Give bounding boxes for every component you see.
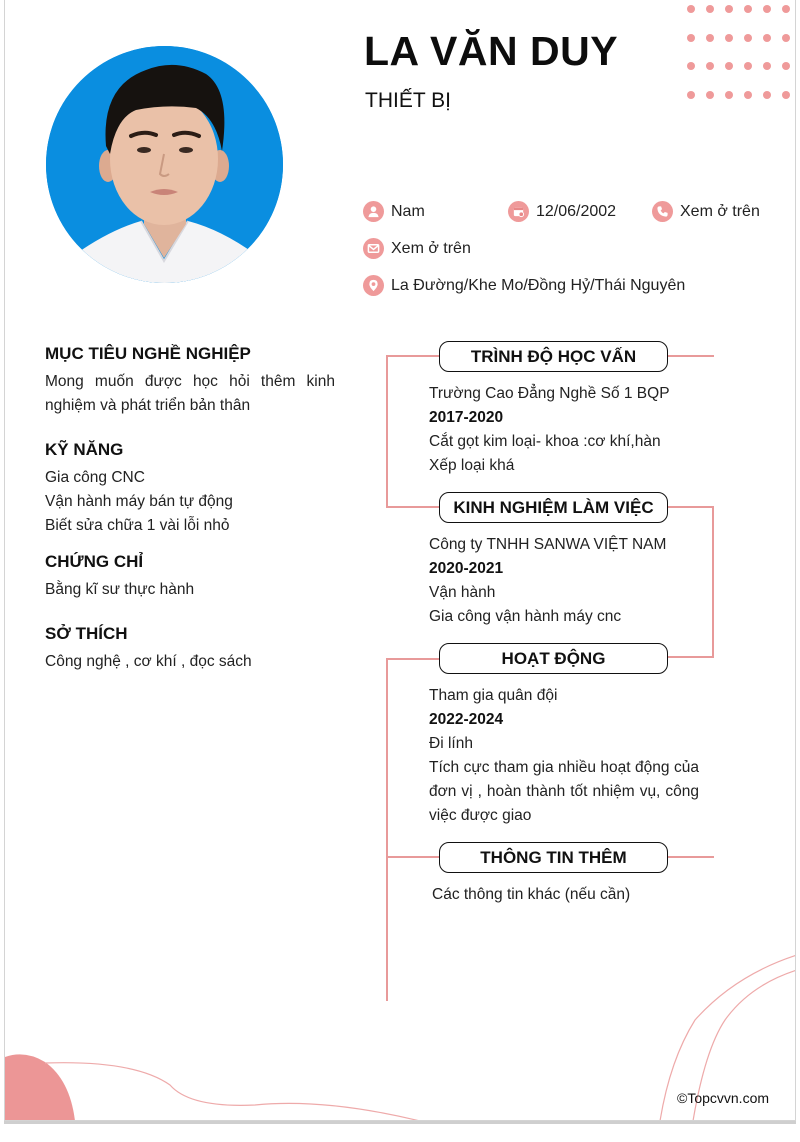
experience-role: Vận hành [429, 584, 496, 601]
phone-value: Xem ở trên [680, 202, 760, 220]
experience-period: 2020-2021 [429, 560, 504, 577]
activities-heading: HOẠT ĐỘNG [439, 643, 668, 674]
hobbies-text: Công nghệ , cơ khí , đọc sách [45, 653, 252, 670]
activities-description: Tích cực tham gia nhiều hoạt động của đơn vị , hoàn thành tốt nhiệm vụ, công việc được giao [429, 759, 699, 824]
activities-role: Đi lính [429, 735, 473, 752]
skill-item: Gia công CNC [45, 469, 145, 486]
education-period: 2017-2020 [429, 409, 504, 426]
skill-item: Vận hành máy bán tự động [45, 493, 233, 510]
gender-value: Nam [391, 202, 425, 220]
education-heading: TRÌNH ĐỘ HỌC VẤN [439, 341, 668, 372]
decorative-wave [45, 1063, 420, 1121]
decorative-blob [5, 1054, 75, 1121]
experience-company: Công ty TNHH SANWA VIỆT NAM [429, 536, 667, 553]
address-value: La Đường/Khe Mo/Đồng Hỷ/Thái Nguyên [391, 276, 686, 294]
decorative-curves [5, 0, 796, 1121]
education-major: Cắt gọt kim loại- khoa :cơ khí,hàn [429, 433, 661, 450]
skill-item: Biết sửa chữa 1 vài lỗi nhỏ [45, 517, 230, 534]
hobbies-heading: SỞ THÍCH [45, 624, 128, 643]
additional-info-heading: THÔNG TIN THÊM [439, 842, 668, 873]
copyright-text: ©Topcvvn.com [677, 1090, 770, 1106]
activities-organization: Tham gia quân đội [429, 687, 558, 704]
objective-text: Mong muốn được học hỏi thêm kinh nghiệm và phát triển bản thân [45, 373, 335, 414]
certificates-heading: CHỨNG CHỈ [45, 552, 144, 571]
objective-heading: MỤC TIÊU NGHỀ NGHIỆP [45, 344, 251, 363]
education-school: Trường Cao Đẳng Nghề Số 1 BQP [429, 385, 670, 402]
birthday-value: 12/06/2002 [536, 202, 617, 220]
education-grade: Xếp loại khá [429, 457, 515, 474]
certificate-item: Bằng kĩ sư thực hành [45, 581, 195, 598]
additional-info-text: Các thông tin khác (nếu cần) [432, 886, 631, 903]
experience-heading: KINH NGHIỆM LÀM VIỆC [439, 492, 668, 523]
page-shadow [4, 1121, 796, 1124]
skills-heading: KỸ NĂNG [45, 440, 124, 459]
candidate-position: THIẾT BỊ [365, 89, 451, 112]
candidate-name: LA VĂN DUY [364, 28, 619, 74]
activities-period: 2022-2024 [429, 711, 504, 728]
experience-description: Gia công vận hành máy cnc [429, 608, 622, 625]
cv-page [4, 0, 796, 1121]
email-value: Xem ở trên [391, 239, 471, 257]
